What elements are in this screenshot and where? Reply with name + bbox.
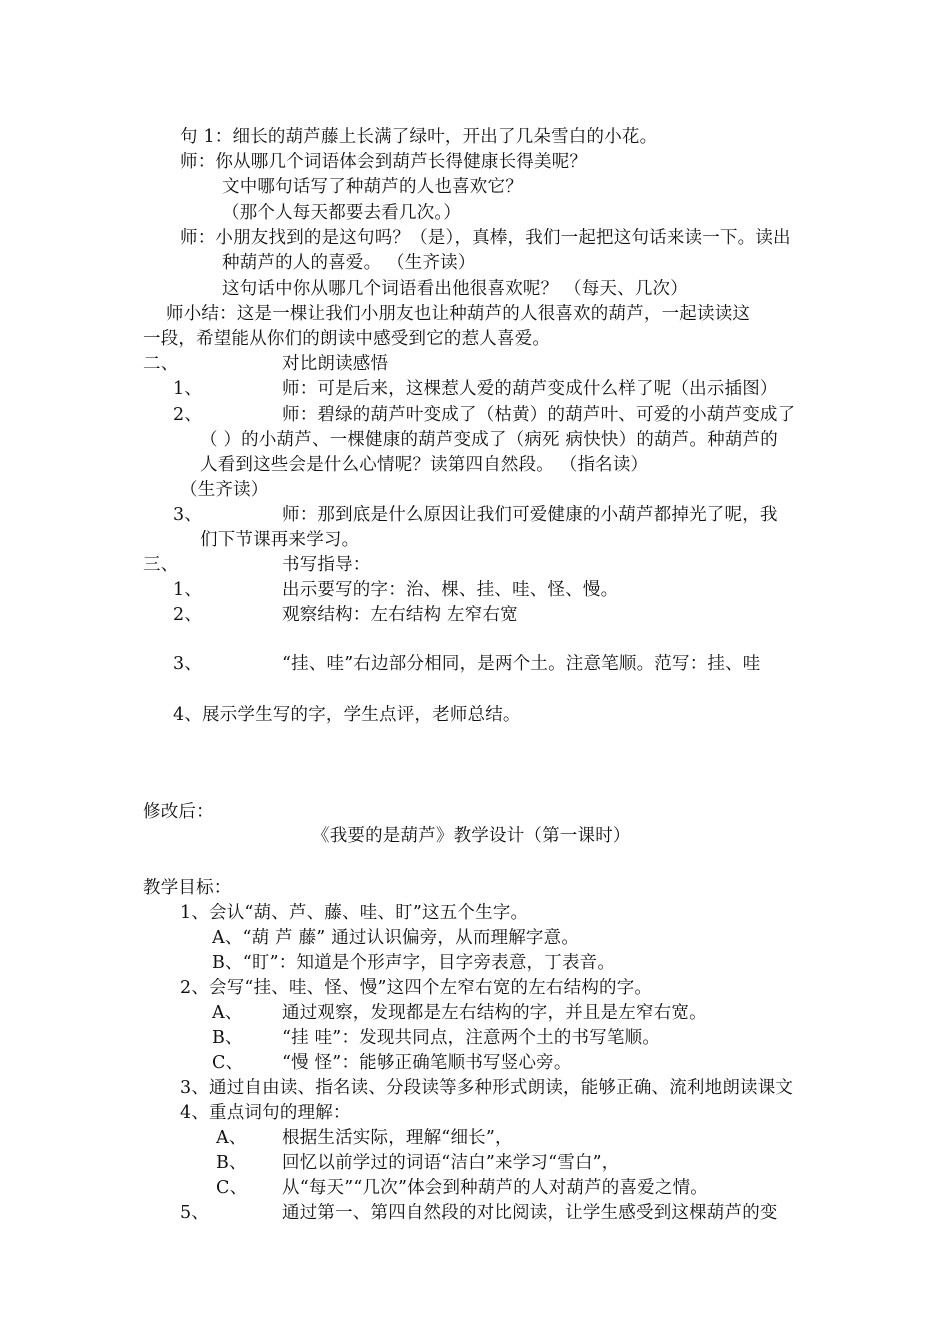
goal-item: 1、会认“葫、芦、藤、哇、盯”这五个生字。 xyxy=(180,903,529,923)
item-text: （生齐读） xyxy=(180,480,269,500)
text-line: 这句话中你从哪几个词语看出他很喜欢呢？ （每天、几次） xyxy=(222,279,688,299)
item-text: （ ）的小葫芦、一棵健康的葫芦变成了（病死 病快快）的葫芦。种葫芦的 xyxy=(200,430,778,450)
item-number: 2、 xyxy=(173,605,203,625)
item-number: 3、 xyxy=(173,654,203,674)
item-text: 师：可是后来，这棵惹人爱的葫芦变成什么样了呢（出示插图） xyxy=(282,379,778,399)
section-heading: 对比朗读感悟 xyxy=(282,354,389,374)
item-text: “挂、哇”右边部分相同，是两个土。注意笔顺。范写：挂、哇 xyxy=(282,654,761,674)
subitem-number: C、 xyxy=(212,1053,244,1073)
teacher-summary: 师小结：这是一棵让我们小朋友也让种葫芦的人很喜欢的葫芦，一起读读这 xyxy=(166,304,751,324)
subitem-number: A、 xyxy=(216,1128,247,1148)
sentence-1: 句 1：细长的葫芦藤上长满了绿叶，开出了几朵雪白的小花。 xyxy=(180,127,658,147)
section-heading: 书写指导： xyxy=(282,555,371,575)
goal-subitem: 通过观察，发现都是左右结构的字，并且是左窄右宽。 xyxy=(282,1003,707,1023)
item-text: 师：那到底是什么原因让我们可爱健康的小葫芦都掉光了呢，我 xyxy=(282,505,778,525)
goal-number: 5、 xyxy=(180,1203,210,1223)
item-text: 人看到这些会是什么心情呢？读第四自然段。 （指名读） xyxy=(200,455,649,475)
goal-subitem: “慢 怪”：能够正确笔顺书写竖心旁。 xyxy=(282,1053,572,1073)
revised-label: 修改后： xyxy=(143,802,214,822)
teacher-question: 师：你从哪几个词语体会到葫芦长得健康长得美呢？ xyxy=(180,152,588,172)
subitem-number: A、 xyxy=(212,1003,243,1023)
item-text: 出示要写的字：治、棵、挂、哇、怪、慢。 xyxy=(282,580,619,600)
goal-subitem: A、“葫 芦 藤” 通过认识偏旁，从而理解字意。 xyxy=(212,928,580,948)
section-number: 二、 xyxy=(143,354,179,374)
text-line: 一段，希望能从你们的朗读中感受到它的惹人喜爱。 xyxy=(143,329,551,349)
goals-heading: 教学目标： xyxy=(143,878,232,898)
goal-subitem: 根据生活实际，理解“细长”， xyxy=(282,1128,513,1148)
goal-item: 2、会写“挂、哇、怪、慢”这四个左窄右宽的左右结构的字。 xyxy=(180,978,653,998)
item-text: 观察结构：左右结构 左窄右宽 xyxy=(282,605,518,625)
text-line: 文中哪句话写了种葫芦的人也喜欢它？ xyxy=(222,177,523,197)
subitem-number: B、 xyxy=(212,1028,243,1048)
subitem-number: C、 xyxy=(216,1178,248,1198)
goal-item: 3、通过自由读、指名读、分段读等多种形式朗读，能够正确、流利地朗读课文 xyxy=(180,1078,794,1098)
item-text: 们下节课再来学习。 xyxy=(200,530,360,550)
goal-item: 4、重点词句的理解： xyxy=(180,1103,351,1123)
section-number: 三、 xyxy=(143,555,179,575)
item-text: 4、展示学生写的字，学生点评，老师总结。 xyxy=(173,705,521,725)
text-line: 种葫芦的人的喜爱。 （生齐读） xyxy=(222,253,476,273)
item-number: 2、 xyxy=(173,405,203,425)
item-number: 1、 xyxy=(173,379,203,399)
goal-subitem: B、“盯”：知道是个形声字，目字旁表意，丁表音。 xyxy=(212,953,616,973)
item-text: 师：碧绿的葫芦叶变成了（枯黄）的葫芦叶、可爱的小葫芦变成了 xyxy=(282,405,796,425)
goal-item: 通过第一、第四自然段的对比阅读，让学生感受到这棵葫芦的变 xyxy=(282,1203,778,1223)
goal-subitem: 从“每天”“几次”体会到种葫芦的人对葫芦的喜爱之情。 xyxy=(282,1178,708,1198)
goal-subitem: 回忆以前学过的词语“洁白”来学习“雪白”， xyxy=(282,1153,620,1173)
document-title: 《我要的是葫芦》教学设计（第一课时） xyxy=(312,826,631,846)
item-number: 3、 xyxy=(173,505,203,525)
item-number: 1、 xyxy=(173,580,203,600)
text-line: 师：小朋友找到的是这句吗？（是），真棒，我们一起把这句话来读一下。读出 xyxy=(180,228,791,248)
text-line: （那个人每天都要去看几次。） xyxy=(222,203,462,223)
subitem-number: B、 xyxy=(216,1153,247,1173)
goal-subitem: “挂 哇”：发现共同点，注意两个土的书写笔顺。 xyxy=(282,1028,661,1048)
